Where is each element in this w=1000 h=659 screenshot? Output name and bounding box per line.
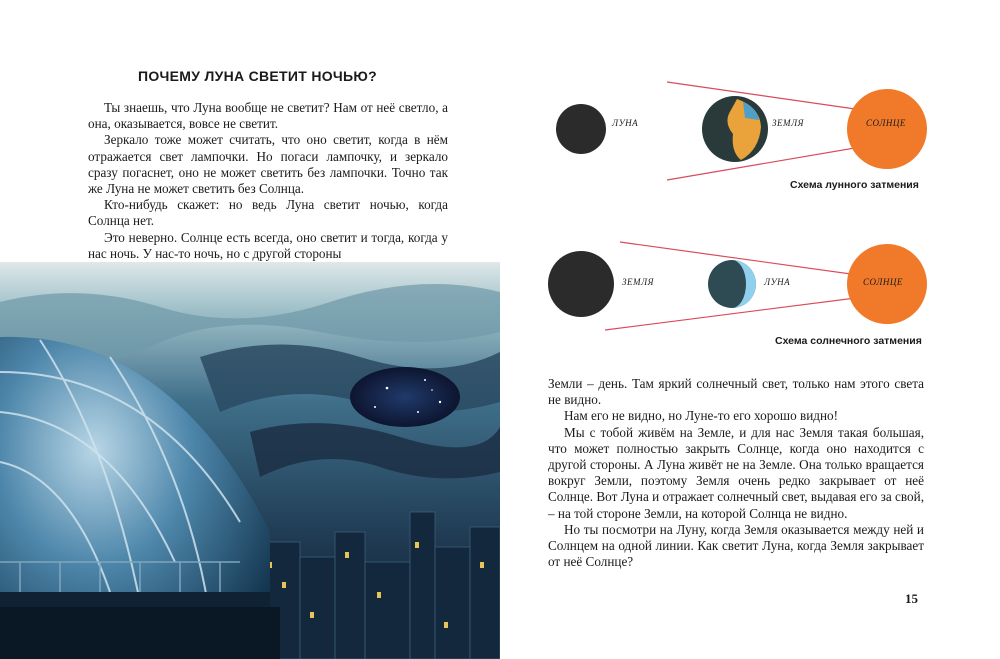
paragraph: Земли – день. Там яркий солнечный свет, только нам этого света не видно. [548,376,924,408]
sun-body [847,89,927,169]
moon-body [556,104,606,154]
paragraph: Кто-нибудь скажет: но ведь Луна светит ночью, когда Солнца нет. [88,197,448,229]
moon-label: ЛУНА [764,277,791,287]
earth-label: ЗЕМЛЯ [772,118,804,128]
solar-eclipse-caption: Схема солнечного затмения [775,335,922,347]
right-text-block [548,376,924,570]
paragraph: Ты знаешь, что Луна вообще не светит? Нам от неё светло, а она, оказывается, вовсе не светит. [88,100,448,132]
observatory-illustration [0,262,500,659]
paragraph: Зеркало тоже может считать, что оно светит, когда в нём отражается свет лампочки. Но погаси лампочку, и зеркало сразу погаснет, оно не может светить без лампочки. Точно так же Луна не может светить без Солнца. [88,132,448,197]
night-sky-window [350,367,460,427]
left-text-block [88,100,448,262]
dome-balcony [0,592,270,607]
paragraph: Это неверно. Солнце есть всегда, оно светит и тогда, когда у нас ночь. У нас-то ночь, но с другой стороны [88,229,448,261]
earth-body [548,251,614,317]
lunar-eclipse-caption: Схема лунного затмения [790,179,919,191]
sun-label: СОЛНЦЕ [866,118,906,128]
sun-label: СОЛНЦЕ [863,277,903,287]
page-title: ПОЧЕМУ ЛУНА СВЕТИТ НОЧЬЮ? [137,68,378,84]
paragraph: Но ты посмотри на Луну, когда Земля оказывается между ней и Солнцем на одной линии. Как светит Луна, когда Земля закрывает от неё Солнце? [548,521,924,570]
page-number: 15 [905,591,918,606]
earth-label: ЗЕМЛЯ [622,277,654,287]
paragraph: Мы с тобой живём на Земле, и для нас Земля такая большая, что может полностью закрыть Солнце, когда оно находится с другой стороны. А Луна живёт не на Земле. Она только вращается вокруг Земли, поэтому Земля очень редко закрывает от неё Солнце. Вот Луна и отражает солнечный свет, выдавая его за свой, – на той стороне Земли, на которой Солнца не видно. [548,424,924,521]
moon-label: ЛУНА [612,118,639,128]
solar-eclipse-diagram [545,232,945,342]
paragraph: Нам его не видно, но Луне-то его хорошо видно! [564,408,839,424]
